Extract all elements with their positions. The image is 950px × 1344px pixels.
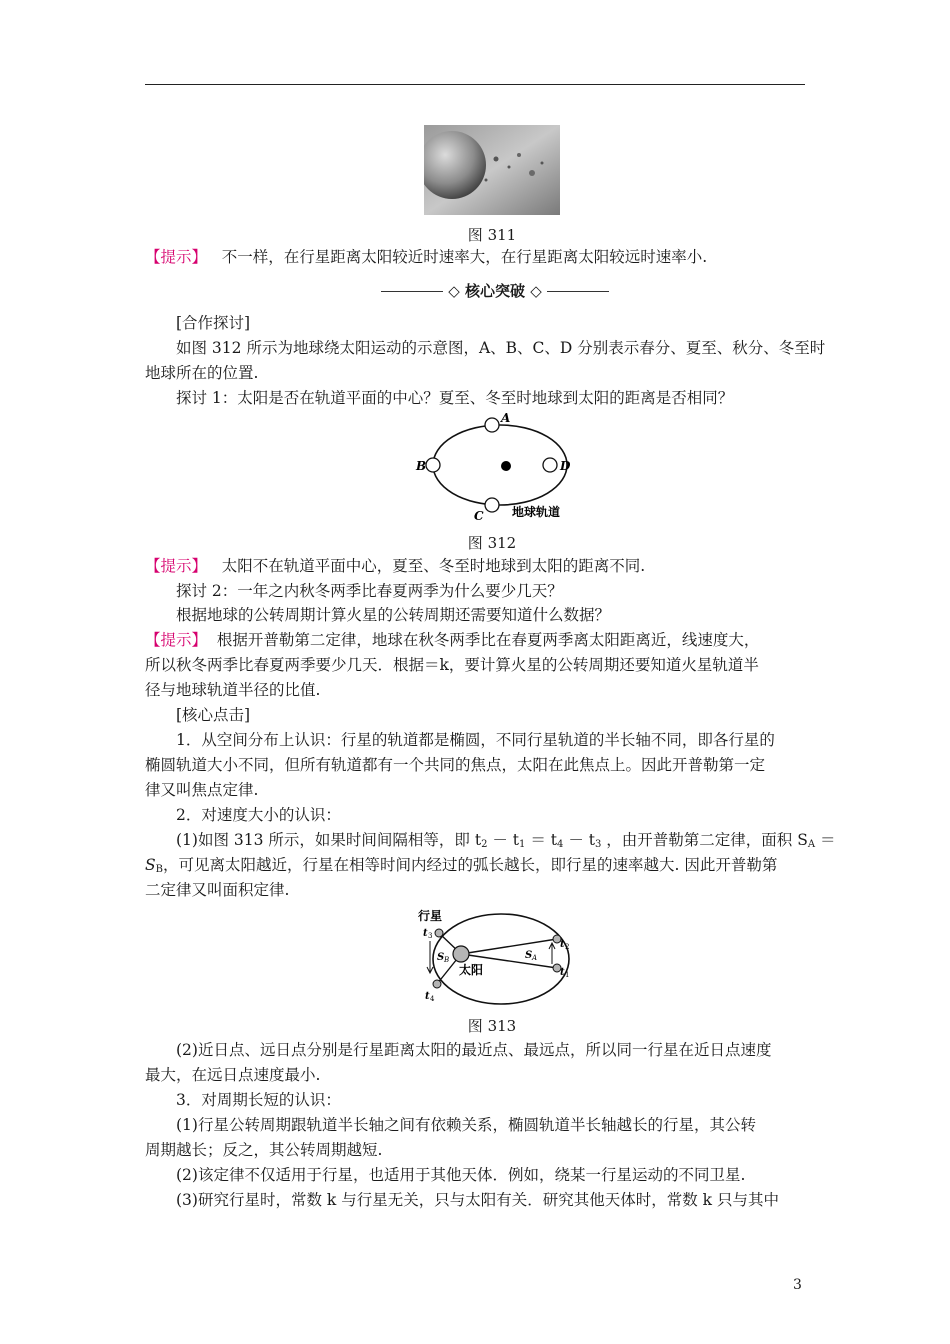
sun-circle <box>453 946 469 962</box>
sub-1: 1 <box>519 839 526 850</box>
core-2a-line-2 <box>145 854 805 881</box>
title-line-right <box>547 291 609 292</box>
label-sb-sub: B <box>444 956 450 964</box>
label-sa-sub: A <box>532 954 538 962</box>
text-span: (1)如图 313 所示，如果时间间隔相等，即 t <box>176 831 482 849</box>
text-span: S <box>145 856 156 874</box>
sub-2: 2 <box>481 839 488 850</box>
sun-dot <box>501 461 511 471</box>
question-1: 探讨 1：太阳是否在轨道平面的中心？夏至、冬至时地球到太阳的距离是否相同？ <box>176 389 734 407</box>
label-t3: t <box>423 928 428 939</box>
page-number: 3 <box>793 1277 802 1293</box>
label-d: D <box>560 459 571 473</box>
label-t4: t <box>425 991 430 1002</box>
core-1-line-2: 椭圆轨道大小不同，但所有轨道都有一个共同的焦点，太阳在此焦点上。因此开普勒第一定 <box>145 756 766 774</box>
text-span: ＝ t <box>530 831 557 849</box>
tip-3-line-2: 所以秋冬两季比春夏两季要少几天．根据＝k，要计算火星的公转周期还要知道火星轨道半 <box>145 656 759 674</box>
text-span: ，由开普勒第二定律，面积 S <box>606 831 808 849</box>
label-planet: 行星 <box>418 909 443 923</box>
figure-312-caption: 图 312 <box>467 534 517 552</box>
core-2b-line-2: 最大，在远日点速度最小. <box>145 1066 321 1084</box>
sub-b: B <box>155 864 163 875</box>
question-2-line-2: 根据地球的公转周期计算火星的公转周期还需要知道什么数据？ <box>176 606 611 624</box>
intro-line-2: 地球所在的位置. <box>145 364 259 382</box>
core-2-heading: 2．对速度大小的认识： <box>176 806 341 824</box>
tip-3-line-3: 径与地球轨道半径的比值. <box>145 681 321 699</box>
section-title <box>365 280 625 301</box>
label-c: C <box>474 509 484 523</box>
core-2a-line-1 <box>176 829 836 856</box>
tip-2-text: 太阳不在轨道平面中心，夏至、冬至时地球到太阳的距离不同. <box>221 557 646 575</box>
tip-1-text: 不一样，在行星距离太阳较近时速率大，在行星距离太阳较远时速率小. <box>221 248 708 266</box>
figure-312-diagram <box>410 408 590 526</box>
core-1-line-3: 律又叫焦点定律. <box>145 781 259 799</box>
intro-line-1: 如图 312 所示为地球绕太阳运动的示意图，A、B、C、D 分别表示春分、夏至、秋分、冬至时 <box>176 339 826 357</box>
section-title-text: ◇ 核心突破 ◇ <box>448 282 542 300</box>
core-heading: [核心点击] <box>176 706 251 724</box>
figure-313-diagram <box>415 906 580 1010</box>
core-2b-line-1: (2)近日点、远日点分别是行星距离太阳的最近点、最远点，所以同一行星在近日点速度 <box>176 1041 772 1059</box>
text-span: ，可见离太阳越近，行星在相等时间内经过的弧长越长，即行星的速率越大. 因此开普勒第 <box>162 856 778 874</box>
text-span: － t <box>568 831 595 849</box>
label-a: A <box>501 411 511 425</box>
label-sa: S <box>525 950 533 961</box>
label-sb: S <box>437 952 445 963</box>
header-rule <box>145 84 805 85</box>
tip-label: 【提示】 <box>145 557 208 575</box>
core-2a-line-3: 二定律又叫面积定律. <box>145 881 290 899</box>
label-t4-sub: 4 <box>430 995 435 1003</box>
label-t3-sub: 3 <box>428 932 433 940</box>
sub-4: 4 <box>557 839 564 850</box>
sub-a: A <box>807 839 816 850</box>
figure-311-caption: 图 311 <box>467 226 517 244</box>
tip-3-line-1 <box>145 629 805 651</box>
question-2-line-1: 探讨 2：一年之内秋冬两季比春夏两季为什么要少几天？ <box>176 582 563 600</box>
tip-3-text: 根据开普勒第二定律，地球在秋冬两季比在春夏两季离太阳距离近，线速度大， <box>216 631 760 649</box>
text-span: － t <box>492 831 520 849</box>
label-t2: t <box>560 939 565 950</box>
core-1-line-1: 1．从空间分布上认识：行星的轨道都是椭圆，不同行星轨道的半长轴不同，即各行星的 <box>176 731 775 749</box>
label-t1: t <box>560 967 565 978</box>
label-earth-orbit: 地球轨道 <box>512 505 561 519</box>
label-b: B <box>416 459 427 473</box>
figure-311-image <box>424 125 560 215</box>
tip-1 <box>145 246 805 268</box>
tip-2 <box>145 555 805 577</box>
label-t1-sub: 1 <box>565 971 570 979</box>
core-3a-line-1: (1)行星公转周期跟轨道半长轴之间有依赖关系，椭圆轨道半长轴越长的行星，其公转 <box>176 1116 756 1134</box>
title-line-left <box>381 291 443 292</box>
coop-heading: [合作探讨] <box>176 314 251 332</box>
label-sun: 太阳 <box>459 963 484 977</box>
sub-3: 3 <box>594 839 602 850</box>
core-3b: (2)该定律不仅适用于行星，也适用于其他天体．例如，绕某一行星运动的不同卫星. <box>176 1166 746 1184</box>
core-3-heading: 3．对周期长短的认识： <box>176 1091 341 1109</box>
figure-313-caption: 图 313 <box>467 1017 517 1035</box>
core-3a-line-2: 周期越长；反之，其公转周期越短. <box>145 1141 383 1159</box>
tip-label: 【提示】 <box>145 248 208 266</box>
text-span: ＝ <box>820 831 836 849</box>
tip-label: 【提示】 <box>145 631 208 649</box>
label-t2-sub: 2 <box>565 943 570 951</box>
core-3c: (3)研究行星时，常数 k 与行星无关，只与太阳有关．研究其他天体时，常数 k 只与其中 <box>176 1191 779 1209</box>
